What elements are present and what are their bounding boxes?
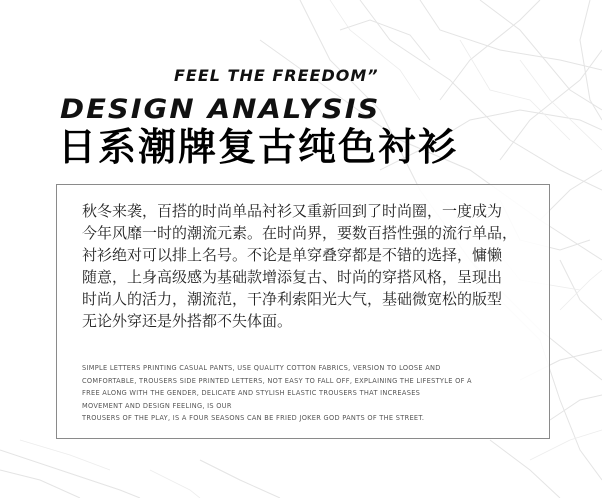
description-en-line: COMFORTABLE, TROUSERS SIDE PRINTED LETTERS, NOT EASY TO FALL OFF, EXPLAINING THE LIFESTYLE OF A xyxy=(82,376,472,385)
description-english xyxy=(82,362,522,425)
description-en-line: SIMPLE LETTERS PRINTING CASUAL PANTS, USE QUALITY COTTON FABRICS, VERSION TO LOOSE AND xyxy=(82,364,441,372)
description-cn-line: 秋冬来袭，百搭的时尚单品衬衫又重新回到了时尚圈，一度成为 xyxy=(82,202,503,220)
description-en-line: TROUSERS OF THE PLAY, IS A FOUR SEASONS CAN BE FRIED JOKER GOD PANTS OF THE STREET. xyxy=(82,414,425,422)
headline: DESIGN ANALYSIS xyxy=(60,93,381,125)
description-en-line: FREE ALONG WITH THE GENDER, DELICATE AND STYLISH ELASTIC TROUSERS THAT INCREASES xyxy=(82,389,421,397)
product-title: 日系潮牌复古纯色衬衫 xyxy=(58,125,459,169)
description-chinese xyxy=(82,200,538,332)
description-cn-line: 无论外穿还是外搭都不失体面。 xyxy=(82,312,293,330)
description-cn-line: 衬衫绝对可以排上名号。不论是单穿叠穿都是不错的选择，慵懒 xyxy=(82,246,503,264)
description-en-line: MOVEMENT AND DESIGN FEELING, IS OUR xyxy=(82,401,232,410)
description-cn-line: 今年风靡一时的潮流元素。在时尚界，要数百搭性强的流行单品， xyxy=(82,224,518,242)
tagline: FEEL THE FREEDOM” xyxy=(174,66,379,85)
description-cn-line: 时尚人的活力，潮流范，干净利索阳光大气，基础微宽松的版型 xyxy=(82,290,503,308)
description-cn-line: 随意，上身高级感为基础款增添复古、时尚的穿搭风格，呈现出 xyxy=(82,268,503,286)
